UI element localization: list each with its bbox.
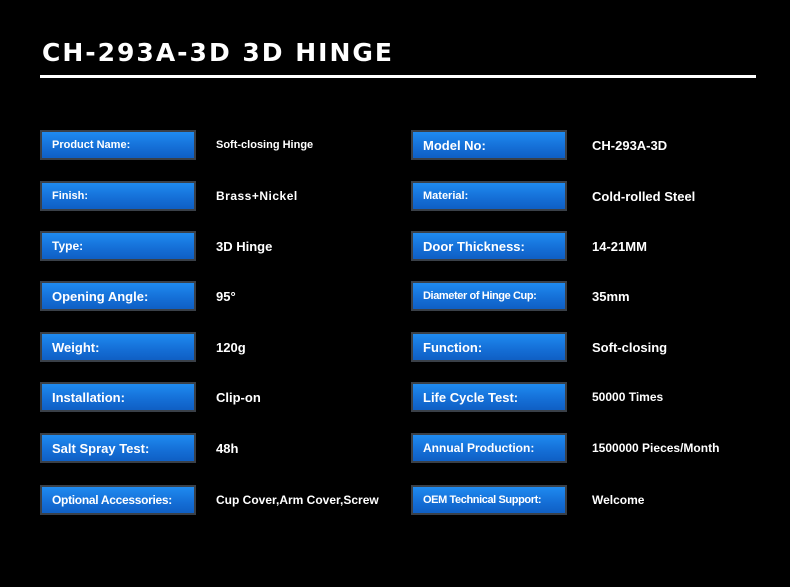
spec-label: Product Name:: [40, 130, 196, 160]
spec-label: Opening Angle:: [40, 281, 196, 311]
spec-value: Cup Cover,Arm Cover,Screw: [216, 493, 379, 507]
spec-value: 48h: [216, 440, 239, 456]
spec-label: Optional Accessories:: [40, 485, 196, 515]
spec-row: [0, 281, 790, 315]
spec-value: CH-293A-3D: [592, 137, 668, 153]
spec-value: 120g: [216, 339, 246, 355]
spec-row: [0, 485, 790, 519]
spec-label: Weight:: [40, 332, 196, 362]
spec-value: 50000 Times: [592, 390, 664, 404]
spec-label: Salt Spray Test:: [40, 433, 196, 463]
spec-value: 95°: [216, 288, 236, 304]
spec-value: 1500000 Pieces/Month: [592, 441, 720, 455]
spec-label: OEM Technical Support:: [411, 485, 567, 515]
spec-value: Clip-on: [216, 389, 261, 405]
spec-row: [0, 433, 790, 467]
spec-value: 14-21MM: [592, 238, 647, 254]
spec-value: 35mm: [592, 288, 630, 304]
spec-label: Material:: [411, 181, 567, 211]
spec-label: Door Thickness:: [411, 231, 567, 261]
spec-value: 3D Hinge: [216, 238, 273, 254]
spec-label: Diameter of Hinge Cup:: [411, 281, 567, 311]
spec-row: [0, 130, 790, 164]
spec-value: Soft-closing Hinge: [216, 139, 314, 151]
spec-label: Annual Production:: [411, 433, 567, 463]
spec-label: Life Cycle Test:: [411, 382, 567, 412]
spec-row: [0, 231, 790, 265]
spec-row: [0, 332, 790, 366]
spec-label: Type:: [40, 231, 196, 261]
spec-row: [0, 382, 790, 416]
page-title: CH-293A-3D 3D HINGE: [42, 38, 395, 67]
spec-value: Brass+Nickel: [216, 189, 298, 203]
spec-label: Function:: [411, 332, 567, 362]
spec-label: Model No:: [411, 130, 567, 160]
spec-row: [0, 181, 790, 215]
spec-value: Cold-rolled Steel: [592, 188, 696, 204]
spec-label: Finish:: [40, 181, 196, 211]
spec-value: Welcome: [592, 493, 645, 507]
spec-value: Soft-closing: [592, 339, 668, 355]
title-underline: [40, 75, 756, 78]
spec-label: Installation:: [40, 382, 196, 412]
